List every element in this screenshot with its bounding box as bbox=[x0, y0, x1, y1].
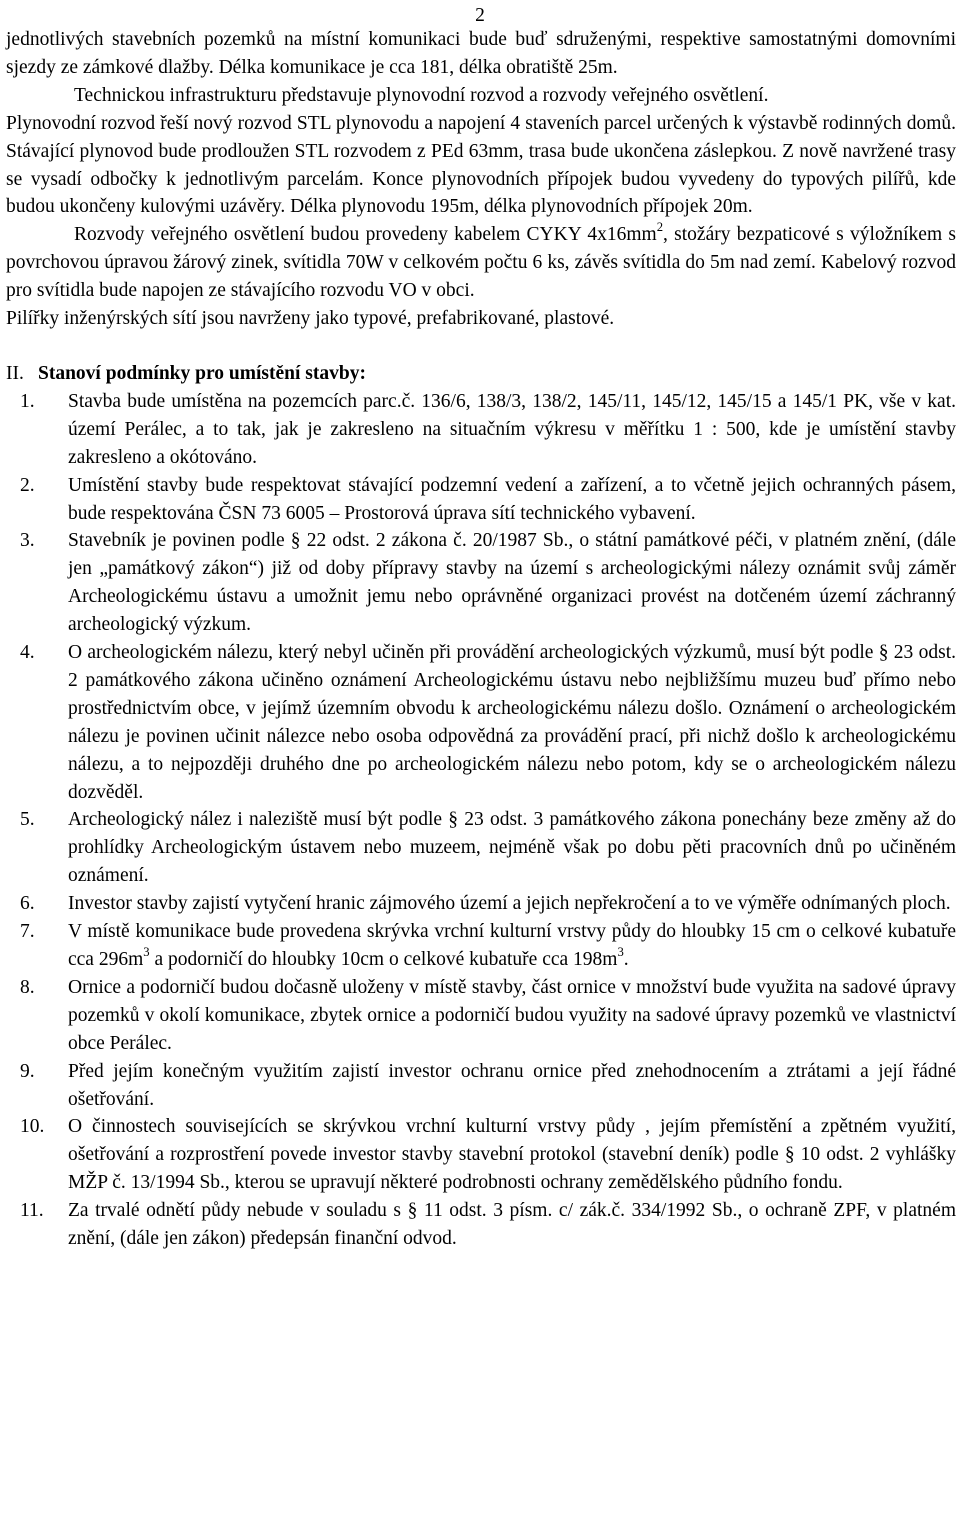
list-item bbox=[6, 974, 956, 1058]
list-item bbox=[6, 639, 956, 806]
item-text-middle: a podorničí do hloubky 10cm o celkové kubatuře cca 198m bbox=[149, 949, 618, 970]
section-title: Stanoví podmínky pro umístění stavby: bbox=[38, 362, 366, 384]
section-number: II. bbox=[6, 362, 24, 384]
lighting-text-start: Rozvody veřejného osvětlení budou provedeny kabelem CYKY 4x16mm bbox=[74, 224, 657, 246]
superscript: 3 bbox=[617, 945, 624, 960]
list-item bbox=[6, 388, 956, 472]
document-body bbox=[6, 26, 956, 1253]
list-item bbox=[6, 527, 956, 639]
item-number: 6. bbox=[20, 893, 35, 915]
superscript: 3 bbox=[143, 945, 150, 960]
section-heading bbox=[6, 360, 956, 388]
item-number: 9. bbox=[20, 1060, 35, 1082]
intro-paragraph-gas: Plynovodní rozvod řeší nový rozvod STL plynovodu a napojení 4 staveních parcel určených k výstavbě rodinných domů. Stávající plynovod bude prodloužen STL rozvodem z PEd 63mm, trasa bude ukončena záslepkou. Z nově navržené trasy se vysadí odbočky k jednotlivým parcelám. Konce plynovodních přípojek budou vyvedeny do typových pilířů, kde budou ukončeny kulovými uzávěry. Délka plynovodu 195m, délka plynovodních přípojek 20m. bbox=[6, 112, 956, 218]
item-text: Umístění stavby bude respektovat stávající podzemní vedení a zařízení, a to včetně jejich ochranných pásem, bude respektována ČSN 73 6005 – Prostorová úprava sítí technického vybavení. bbox=[68, 474, 956, 524]
superscript: 2 bbox=[656, 220, 664, 235]
item-text-start: V místě komunikace bude provedena skrývka vrchní kulturní vrstvy půdy do hloubky 15 cm o celkové kubatuře cca 296m bbox=[68, 921, 956, 970]
item-text bbox=[68, 918, 956, 974]
list-item bbox=[6, 1113, 956, 1197]
list-item bbox=[6, 890, 956, 918]
item-text: Ornice a podorničí budou dočasně uloženy v místě stavby, část ornice v množství bude využita na sadové úpravy pozemků v okolí komunikace, zbytek ornice a podorničí budou využity na sadové úpravy pozemků ve vlastnictví obce Perálec. bbox=[68, 976, 956, 1054]
item-number: 7. bbox=[20, 921, 35, 943]
item-text: Před jejím konečným využitím zajistí investor ochranu ornice před znehodnocením a ztrátami a její řádné ošetřování. bbox=[68, 1060, 956, 1110]
list-item bbox=[6, 1197, 956, 1253]
intro-paragraph-infrastructure: Technickou infrastrukturu představuje plynovodní rozvod a rozvody veřejného osvětlení. bbox=[74, 84, 769, 106]
spacer bbox=[6, 333, 956, 360]
item-number: 10. bbox=[20, 1116, 45, 1138]
list-item bbox=[6, 472, 956, 528]
item-number: 11. bbox=[20, 1200, 44, 1222]
item-number: 5. bbox=[20, 809, 35, 831]
item-number: 2. bbox=[20, 474, 35, 496]
item-text: O činnostech souvisejících se skrývkou vrchní kulturní vrstvy půdy , jejím přemístění a zpětném využití, ošetřování a rozprostření povede investor stavby stavební protokol (stavební deník) podle § 10 odst. 2 vyhlášky MŽP č. 13/1994 Sb., kterou se upravují některé podrobnosti ochrany zemědělského půdního fondu. bbox=[68, 1116, 956, 1194]
intro-paragraph-lighting bbox=[6, 221, 956, 305]
item-text: Archeologický nález i naleziště musí být podle § 23 odst. 3 památkového zákona ponechány beze změny až do prohlídky Archeologickým ústavem nebo muzeem, nejméně však po dobu pěti pracovních dnů po učiněném oznámení. bbox=[68, 809, 956, 887]
intro-paragraph-road: jednotlivých stavebních pozemků na místní komunikaci bude buď sdruženými, respektive samostatnými domovními sjezdy ze zámkové dlažby. Délka komunikace je cca 181, délka obratiště 25m. bbox=[6, 29, 956, 78]
list-item bbox=[6, 918, 956, 974]
item-number: 8. bbox=[20, 976, 35, 998]
intro-paragraph-pillars: Pilířky inženýrských sítí jsou navrženy jako typové, prefabrikované, plastové. bbox=[6, 308, 615, 330]
conditions-list bbox=[6, 388, 956, 1253]
item-number: 1. bbox=[20, 390, 35, 412]
item-number: 4. bbox=[20, 642, 35, 664]
item-text: O archeologickém nálezu, který nebyl učiněn při provádění archeologických výzkumů, musí být podle § 23 odst. 2 památkového zákona učiněno oznámení Archeologickému ústavu nebo nejbližšímu muzeu buď přímo nebo prostřednictvím obce, v jejímž územním obvodu k archeologickému nálezu došlo. Oznámení o archeologickém nálezu je povinen učinit nálezce nebo osoba odpovědná za provádění prací, při nichž došlo k archeologickému nálezu, a to nejpozději druhého dne po archeologickém nálezu nebo potom, kdy se o archeologickém nálezu dozvěděl. bbox=[68, 642, 956, 803]
item-number: 3. bbox=[20, 530, 35, 552]
item-text: Investor stavby zajistí vytyčení hranic zájmového území a jejich nepřekročení a to ve výměře odnímaných ploch. bbox=[68, 893, 951, 915]
page-number: 2 bbox=[475, 5, 485, 26]
item-text: Stavebník je povinen podle § 22 odst. 2 zákona č. 20/1987 Sb., o státní památkové péči, v platném znění, (dále jen „památkový zákon“) již od doby přípravy stavby na území s archeologickými nálezy oznámit svůj záměr Archeologickému ústavu a umožnit jemu nebo oprávněné organizaci provést na dotčeném území záchranný archeologický výzkum. bbox=[68, 530, 956, 636]
item-text: Za trvalé odnětí půdy nebude v souladu s § 11 odst. 3 písm. c/ zák.č. 334/1992 Sb., o ochraně ZPF, v platném znění, (dále jen zákon) předepsán finanční odvod. bbox=[68, 1200, 956, 1250]
item-text: Stavba bude umístěna na pozemcích parc.č. 136/6, 138/3, 138/2, 145/11, 145/12, 145/15 a 145/1 PK, vše v kat. území Perálec, a to tak, jak je zakresleno na situačním výkresu v měřítku 1 : 500, kde je umístění stavby zakresleno a okótováno. bbox=[68, 390, 956, 468]
list-item bbox=[6, 806, 956, 890]
list-item bbox=[6, 1058, 956, 1114]
item-text-end: . bbox=[623, 949, 629, 970]
lighting-text-end: , stožáry bezpaticové s výložníkem s povrchovou úpravou žárový zinek, svítidla 70W v celkovém počtu 6 ks, závěs svítidla do 5m nad zemí. Kabelový rozvod pro svítidla bude napojen ze stávajícího rozvodu VO v obci. bbox=[6, 224, 956, 302]
